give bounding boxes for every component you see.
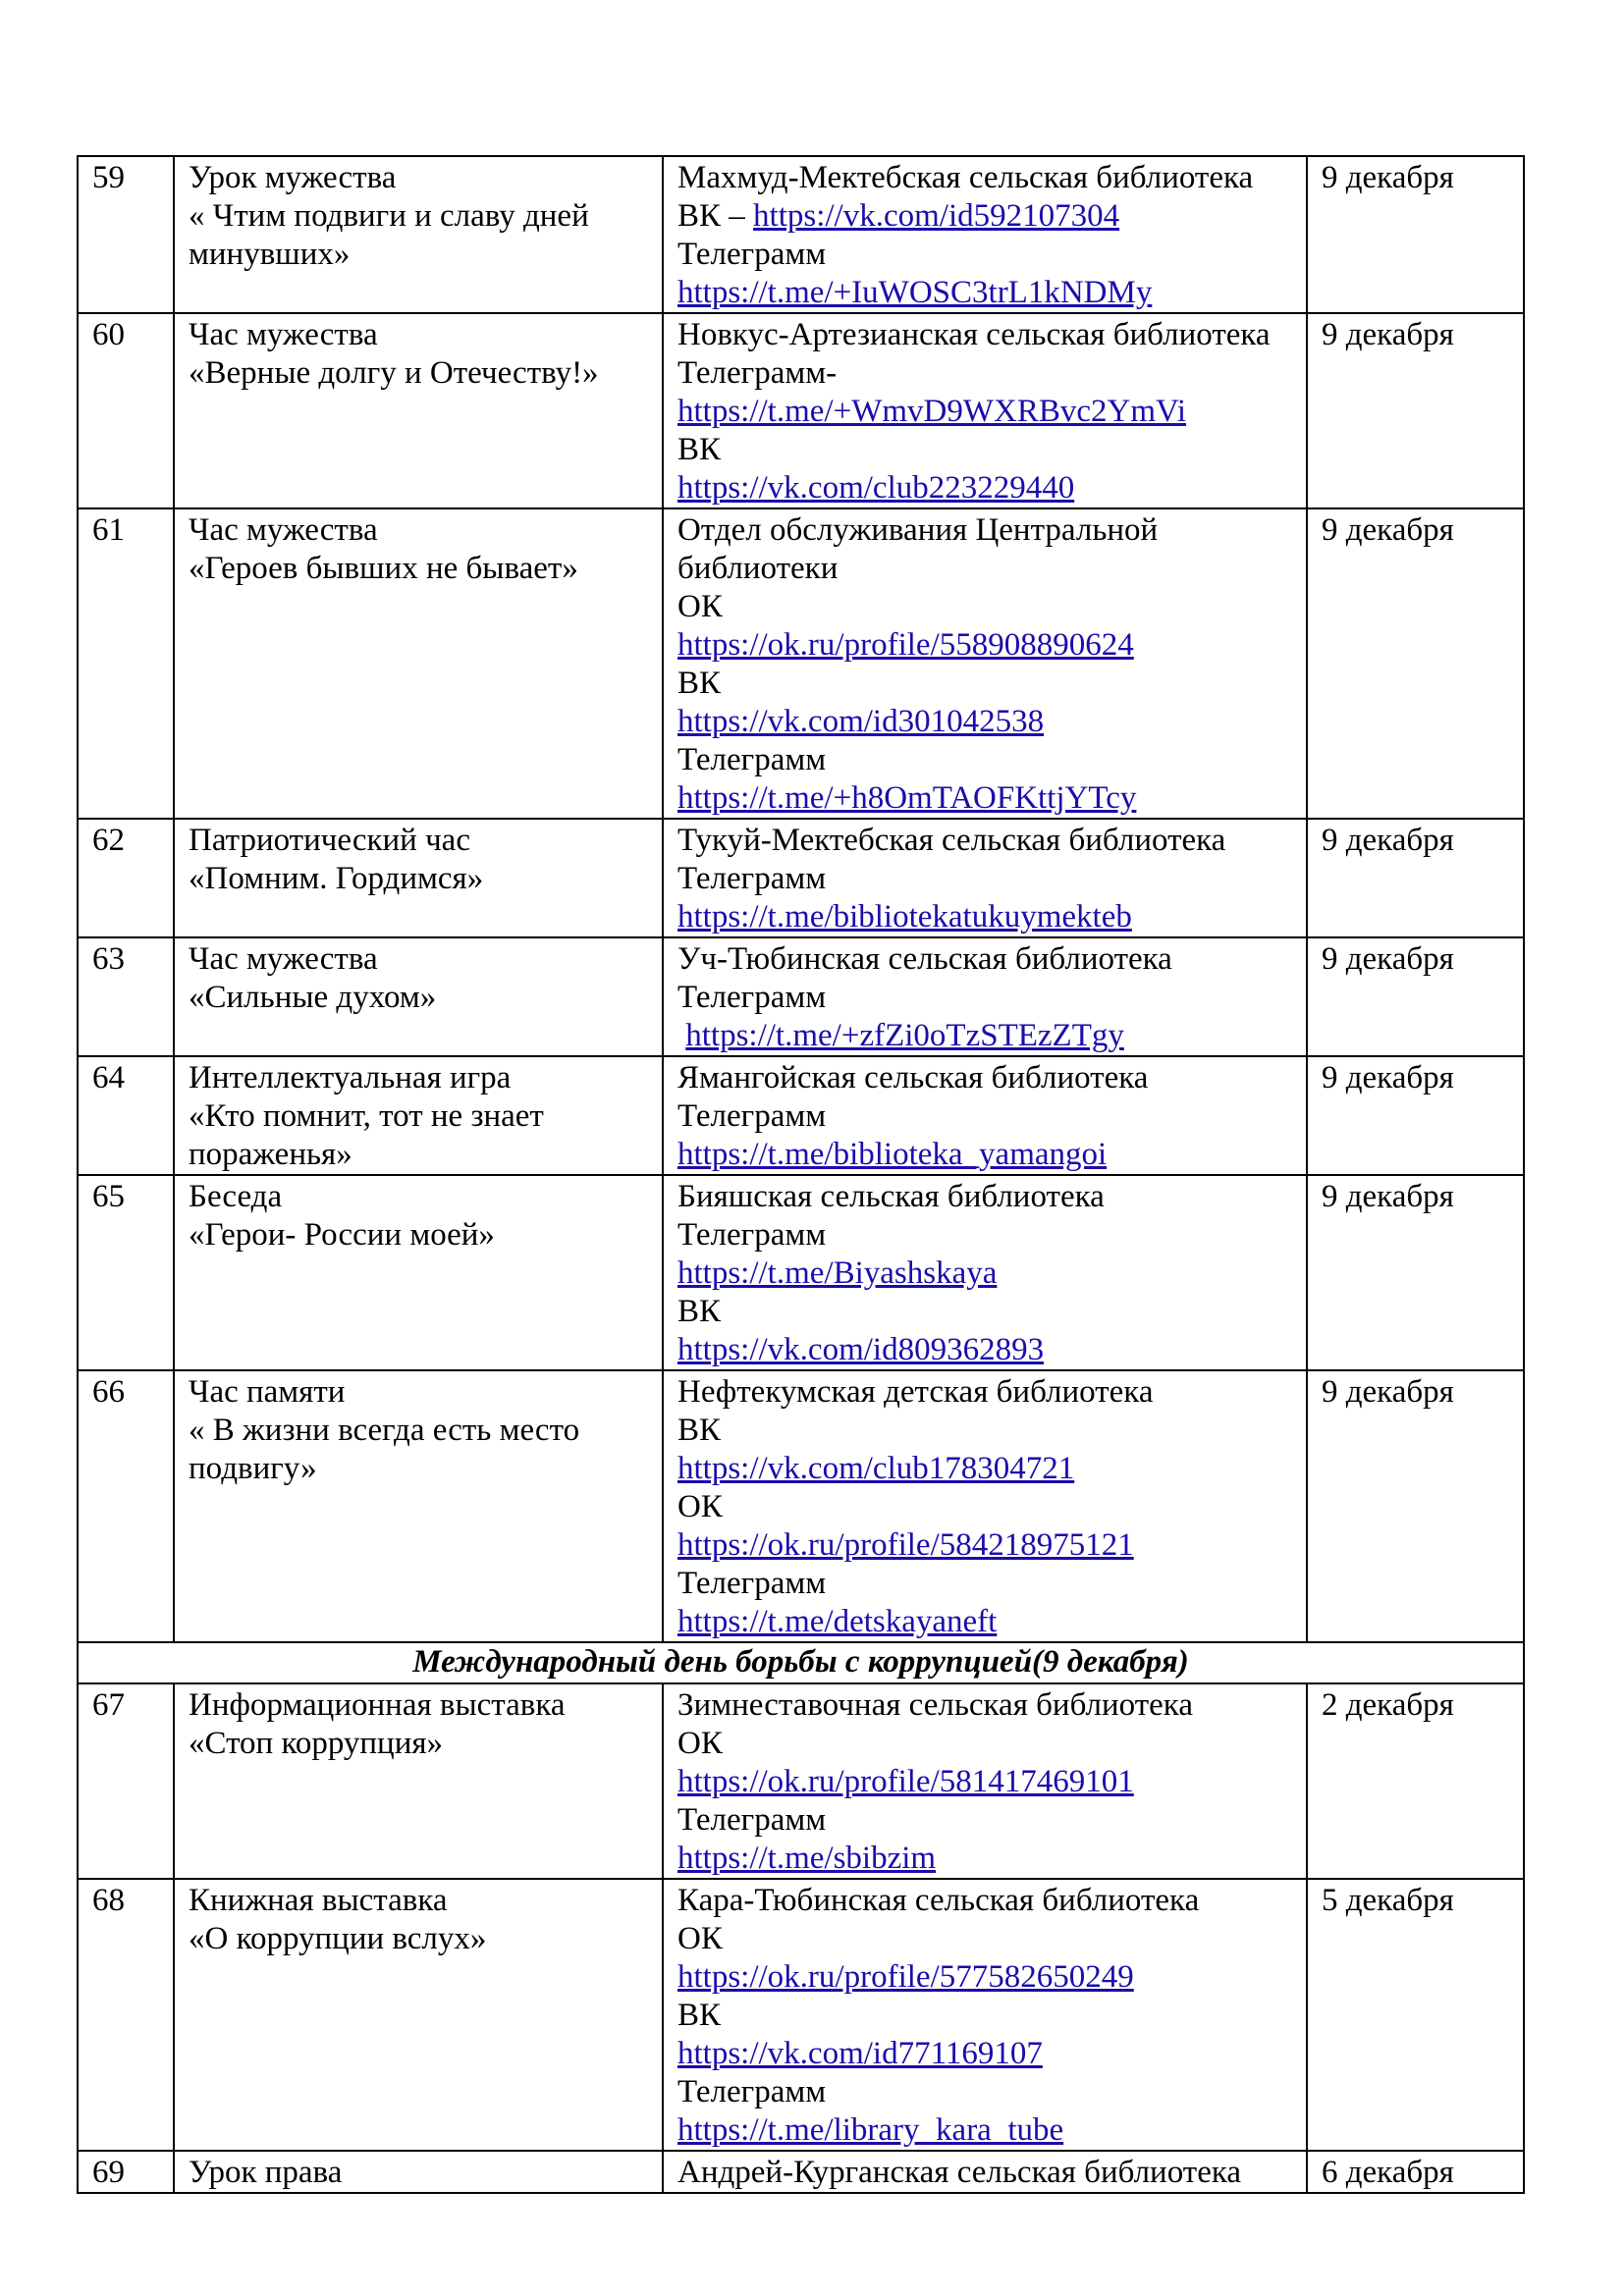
venue-line xyxy=(677,665,1292,703)
venue-line xyxy=(677,1373,1292,1412)
venue-text: Ямангойская сельская библиотека xyxy=(677,1060,1149,1095)
venue-text: Телеграмм xyxy=(677,1217,827,1253)
event-title-line: Урок мужества xyxy=(189,160,397,195)
social-link[interactable]: https://vk.com/id301042538 xyxy=(677,704,1045,739)
row-number: 67 xyxy=(78,1683,174,1879)
venue-line xyxy=(677,1840,1292,1878)
venue-text: Уч-Тюбинская сельская библиотека xyxy=(677,941,1172,977)
table-row xyxy=(78,2151,1524,2193)
event-title-cell xyxy=(174,1370,663,1642)
social-link[interactable]: https://t.me/+h8OmTAOFKttjYTcy xyxy=(677,780,1137,816)
event-title-line: Час памяти xyxy=(189,1374,346,1410)
social-link[interactable]: https://ok.ru/profile/584218975121 xyxy=(677,1527,1134,1563)
venue-text: Телеграмм xyxy=(677,980,827,1015)
venue-line xyxy=(677,741,1292,779)
row-number: 61 xyxy=(78,508,174,819)
table-row xyxy=(78,156,1524,313)
venue-line xyxy=(677,626,1292,665)
event-date: 9 декабря xyxy=(1307,937,1524,1056)
venue-line xyxy=(677,1178,1292,1216)
venue-line xyxy=(677,2035,1292,2073)
venue-text: Новкус-Артезианская сельская библиотека xyxy=(677,317,1271,352)
event-title-cell xyxy=(174,1683,663,1879)
event-title-line: Урок права xyxy=(189,2155,343,2190)
table-row xyxy=(78,1056,1524,1175)
venue-line xyxy=(677,2111,1292,2150)
venue-line xyxy=(677,703,1292,741)
event-title-line: «Сильные духом» xyxy=(189,980,437,1015)
table-row xyxy=(78,1879,1524,2151)
venue-line xyxy=(677,393,1292,431)
social-link[interactable]: https://t.me/bibliotekatukuymekteb xyxy=(677,899,1132,934)
events-table-body xyxy=(78,156,1524,2193)
event-date: 9 декабря xyxy=(1307,313,1524,508)
table-row xyxy=(78,1683,1524,1879)
social-link[interactable]: https://vk.com/id809362893 xyxy=(677,1332,1045,1367)
venue-line xyxy=(677,1565,1292,1603)
venue-text: ОК xyxy=(677,1921,723,1956)
social-link[interactable]: https://ok.ru/profile/577582650249 xyxy=(677,1959,1134,1995)
venue-line xyxy=(677,1526,1292,1565)
venue-text: ВК xyxy=(677,666,722,701)
venue-cell xyxy=(663,1879,1307,2151)
venue-line xyxy=(677,1801,1292,1840)
venue-text: Зимнеставочная сельская библиотека xyxy=(677,1687,1193,1723)
venue-cell xyxy=(663,156,1307,313)
event-date: 9 декабря xyxy=(1307,156,1524,313)
event-date: 2 декабря xyxy=(1307,1683,1524,1879)
event-title-line: « Чтим подвиги и славу дней минувших» xyxy=(189,198,589,272)
event-title-line: «О коррупции вслух» xyxy=(189,1921,487,1956)
row-number: 60 xyxy=(78,313,174,508)
venue-line xyxy=(677,898,1292,936)
venue-cell xyxy=(663,1683,1307,1879)
event-title-line: Час мужества xyxy=(189,317,378,352)
event-title-cell xyxy=(174,508,663,819)
events-table xyxy=(77,155,1525,2194)
venue-text: Нефтекумская детская библиотека xyxy=(677,1374,1154,1410)
venue-line xyxy=(677,1450,1292,1488)
venue-line xyxy=(677,1216,1292,1255)
event-title-line: подвигу» xyxy=(189,1451,317,1486)
social-link[interactable]: https://t.me/sbibzim xyxy=(677,1841,937,1876)
venue-line xyxy=(677,1097,1292,1136)
social-link[interactable]: https://vk.com/club223229440 xyxy=(677,470,1075,506)
event-title-line: Беседа xyxy=(189,1179,283,1214)
table-row xyxy=(78,313,1524,508)
venue-line xyxy=(677,274,1292,312)
row-number: 64 xyxy=(78,1056,174,1175)
venue-line xyxy=(677,1331,1292,1369)
venue-line xyxy=(677,1882,1292,1920)
event-title-line: «Стоп коррупция» xyxy=(189,1726,444,1761)
event-title-cell xyxy=(174,1056,663,1175)
event-title-cell xyxy=(174,1879,663,2151)
venue-line xyxy=(677,1686,1292,1725)
venue-text: ОК xyxy=(677,589,723,624)
table-row xyxy=(78,1175,1524,1370)
venue-text xyxy=(677,1018,685,1053)
event-title-line: «Помним. Гордимся» xyxy=(189,861,484,896)
venue-text: Махмуд-Мектебская сельская библиотека xyxy=(677,160,1254,195)
event-title-line: Час мужества xyxy=(189,941,378,977)
venue-cell xyxy=(663,508,1307,819)
event-title-cell xyxy=(174,1175,663,1370)
venue-line xyxy=(677,1997,1292,2035)
event-title-line: Патриотический час xyxy=(189,823,470,858)
venue-line xyxy=(677,2073,1292,2111)
event-date: 9 декабря xyxy=(1307,508,1524,819)
table-row xyxy=(78,937,1524,1056)
social-link[interactable]: https://t.me/detskayaneft xyxy=(677,1604,998,1639)
venue-line xyxy=(677,940,1292,979)
venue-line xyxy=(677,159,1292,197)
venue-text: Телеграмм- xyxy=(677,355,838,391)
event-title-cell xyxy=(174,937,663,1056)
event-date: 9 декабря xyxy=(1307,1175,1524,1370)
row-number: 69 xyxy=(78,2151,174,2193)
social-link[interactable]: https://t.me/biblioteka_yamangoi xyxy=(677,1137,1108,1172)
venue-line xyxy=(677,822,1292,860)
venue-text: ВК xyxy=(677,1998,722,2033)
venue-line xyxy=(677,588,1292,626)
event-title-line: «Героев бывших не бывает» xyxy=(189,551,578,586)
venue-line xyxy=(677,860,1292,898)
event-title-line: Час мужества xyxy=(189,512,378,548)
venue-line xyxy=(677,1958,1292,1997)
venue-text: Телеграмм xyxy=(677,742,827,777)
social-link[interactable]: https://t.me/+zfZi0oTzSTEzZTgy xyxy=(685,1018,1124,1053)
venue-line xyxy=(677,1059,1292,1097)
venue-cell xyxy=(663,1175,1307,1370)
document-page xyxy=(77,155,1523,2194)
venue-line xyxy=(677,1017,1292,1055)
venue-text: библиотеки xyxy=(677,551,839,586)
venue-line xyxy=(677,1603,1292,1641)
venue-text: ОК xyxy=(677,1489,723,1524)
social-link[interactable]: https://vk.com/id592107304 xyxy=(753,198,1120,234)
table-row xyxy=(78,1370,1524,1642)
venue-cell xyxy=(663,2151,1307,2193)
venue-text: Телеграмм xyxy=(677,861,827,896)
venue-line xyxy=(677,431,1292,469)
event-title-line: « В жизни всегда есть место xyxy=(189,1413,580,1448)
venue-line xyxy=(677,511,1292,550)
table-row xyxy=(78,508,1524,819)
venue-text: ВК xyxy=(677,1413,722,1448)
venue-text: Телеграмм xyxy=(677,1566,827,1601)
table-row xyxy=(78,819,1524,937)
event-title-line: Интеллектуальная игра xyxy=(189,1060,512,1095)
venue-line xyxy=(677,550,1292,588)
venue-text: ВК – xyxy=(677,198,754,234)
venue-line xyxy=(677,316,1292,354)
event-date: 9 декабря xyxy=(1307,1056,1524,1175)
venue-line xyxy=(677,469,1292,507)
venue-text: Кара-Тюбинская сельская библиотека xyxy=(677,1883,1200,1918)
venue-text: Телеграмм xyxy=(677,237,827,272)
venue-line xyxy=(677,979,1292,1017)
section-header-row xyxy=(78,1642,1524,1683)
row-number: 65 xyxy=(78,1175,174,1370)
venue-line xyxy=(677,1763,1292,1801)
row-number: 62 xyxy=(78,819,174,937)
event-title-line: «Герои- России моей» xyxy=(189,1217,495,1253)
social-link[interactable]: https://t.me/library_kara_tube xyxy=(677,2112,1064,2148)
venue-line xyxy=(677,1725,1292,1763)
social-link[interactable]: https://vk.com/id771169107 xyxy=(677,2036,1043,2071)
event-date: 9 декабря xyxy=(1307,819,1524,937)
venue-line xyxy=(677,1488,1292,1526)
social-link[interactable]: https://ok.ru/profile/558908890624 xyxy=(677,627,1134,663)
venue-cell xyxy=(663,937,1307,1056)
event-title-line: Книжная выставка xyxy=(189,1883,448,1918)
venue-text: Отдел обслуживания Центральной xyxy=(677,512,1159,548)
venue-text: Тукуй-Мектебская сельская библиотека xyxy=(677,823,1226,858)
venue-line xyxy=(677,1412,1292,1450)
section-header: Международный день борьбы с коррупцией(9 декабря) xyxy=(78,1642,1524,1683)
social-link[interactable]: https://ok.ru/profile/581417469101 xyxy=(677,1764,1134,1799)
social-link[interactable]: https://t.me/+IuWOSC3trL1kNDMy xyxy=(677,275,1153,310)
event-title-line: Информационная выставка xyxy=(189,1687,566,1723)
row-number: 63 xyxy=(78,937,174,1056)
row-number: 68 xyxy=(78,1879,174,2151)
venue-cell xyxy=(663,1056,1307,1175)
social-link[interactable]: https://t.me/+WmvD9WXRBvc2YmVi xyxy=(677,394,1187,429)
event-date: 9 декабря xyxy=(1307,1370,1524,1642)
venue-line xyxy=(677,1136,1292,1174)
event-title-cell xyxy=(174,819,663,937)
venue-text: Бияшская сельская библиотека xyxy=(677,1179,1105,1214)
row-number: 66 xyxy=(78,1370,174,1642)
venue-cell xyxy=(663,1370,1307,1642)
venue-cell xyxy=(663,313,1307,508)
venue-text: ОК xyxy=(677,1726,723,1761)
venue-line xyxy=(677,779,1292,818)
venue-line xyxy=(677,1293,1292,1331)
event-title-cell xyxy=(174,2151,663,2193)
event-date: 6 декабря xyxy=(1307,2151,1524,2193)
event-title-line: пораженья» xyxy=(189,1137,352,1172)
social-link[interactable]: https://vk.com/club178304721 xyxy=(677,1451,1075,1486)
venue-line xyxy=(677,236,1292,274)
event-title-line: «Кто помнит, тот не знает xyxy=(189,1098,544,1134)
venue-cell xyxy=(663,819,1307,937)
event-date: 5 декабря xyxy=(1307,1879,1524,2151)
event-title-cell xyxy=(174,313,663,508)
event-title-line: «Верные долгу и Отечеству!» xyxy=(189,355,599,391)
venue-line xyxy=(677,197,1292,236)
venue-text: Телеграмм xyxy=(677,1802,827,1838)
venue-text: Телеграмм xyxy=(677,2074,827,2109)
venue-line xyxy=(677,1255,1292,1293)
venue-text: ВК xyxy=(677,1294,722,1329)
event-title-cell xyxy=(174,156,663,313)
venue-text: Андрей-Курганская сельская библиотека xyxy=(677,2155,1242,2190)
venue-text: ВК xyxy=(677,432,722,467)
venue-line xyxy=(677,354,1292,393)
venue-text: Телеграмм xyxy=(677,1098,827,1134)
row-number: 59 xyxy=(78,156,174,313)
venue-line xyxy=(677,2154,1292,2192)
social-link[interactable]: https://t.me/Biyashskaya xyxy=(677,1255,998,1291)
venue-line xyxy=(677,1920,1292,1958)
